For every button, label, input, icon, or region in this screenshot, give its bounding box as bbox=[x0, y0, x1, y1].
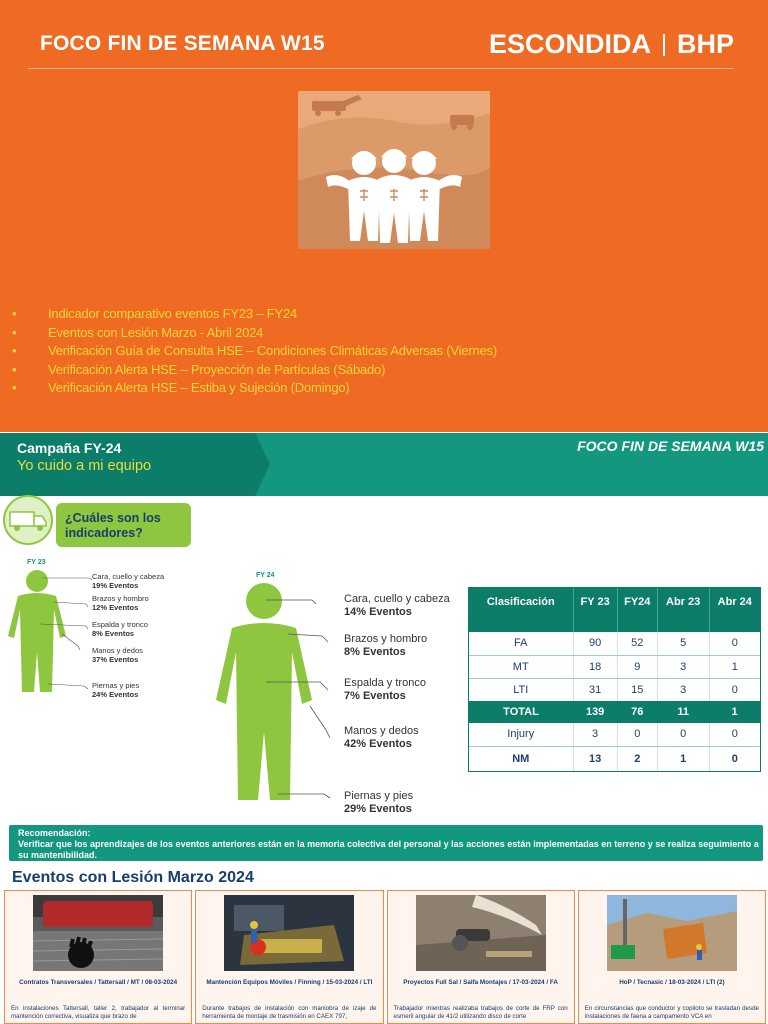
cover-title: FOCO FIN DE SEMANA W15 bbox=[40, 32, 325, 55]
recommendation-title: Recomendación: bbox=[18, 828, 91, 838]
fy24-part-face: Cara, cuello y cabeza 14% Eventos bbox=[344, 593, 450, 618]
campaign-subtitle: Yo cuido a mi equipo bbox=[17, 458, 152, 474]
fy23-part-arms: Brazos y hombro 12% Eventos bbox=[92, 594, 149, 612]
event-card-title: Proyectos Full Sal / Salfa Montajes / 17-03-2024 / FA bbox=[403, 979, 558, 986]
table-cell: 0 bbox=[709, 632, 760, 655]
event-card bbox=[195, 890, 383, 1024]
agenda-item: • Eventos con Lesión Marzo - Abril 2024 bbox=[12, 324, 497, 343]
table-header: FY 23 bbox=[573, 588, 617, 632]
events-section-title: Eventos con Lesión Marzo 2024 bbox=[12, 869, 254, 886]
brand-logo bbox=[489, 29, 734, 60]
table-total-row bbox=[469, 701, 760, 723]
table-cell: 31 bbox=[573, 678, 617, 701]
agenda-item: • Verificación Guía de Consulta HSE – Condiciones Climáticas Adversas (Viernes) bbox=[12, 342, 497, 361]
table-header-row bbox=[469, 588, 760, 632]
table-row bbox=[469, 632, 760, 655]
event-card-title: Contratos Transversales / Tattersall / MT / 08-03-2024 bbox=[19, 979, 178, 986]
table-row bbox=[469, 746, 760, 771]
table-cell: 0 bbox=[709, 678, 760, 701]
event-photo-3 bbox=[388, 895, 574, 971]
table-header: Abr 23 bbox=[657, 588, 709, 632]
table-cell: 13 bbox=[573, 746, 617, 771]
cover-slide bbox=[0, 0, 768, 432]
team-illustration-icon bbox=[298, 91, 490, 249]
table-header: Abr 24 bbox=[709, 588, 760, 632]
table-cell: 1 bbox=[709, 655, 760, 678]
event-card-text: Durante trabajos de instalación con maniobra de izaje de herramienta de montaje de trasmisión en CAEX 797, bbox=[202, 1005, 377, 1020]
brand-escondida: ESCONDIDA bbox=[488, 29, 651, 59]
fy23-body-figure bbox=[4, 568, 94, 692]
event-cards bbox=[4, 890, 766, 1024]
fy23-part-legs: Piernas y pies 24% Eventos bbox=[92, 681, 140, 699]
event-photo-4 bbox=[579, 895, 765, 971]
event-card-text: En instalaciones Tattersall, taller 2, trabajador al terminar mantención correctiva, visualiza que brazo de bbox=[11, 1005, 186, 1020]
table-cell: 18 bbox=[573, 655, 617, 678]
fy24-part-legs: Piernas y pies 29% Eventos bbox=[344, 790, 414, 815]
table-cell: NM bbox=[512, 752, 530, 765]
table-cell: 0 bbox=[657, 723, 709, 746]
table-cell: Injury bbox=[469, 723, 573, 746]
table-cell: MT bbox=[469, 655, 573, 678]
brand-bhp: BHP bbox=[676, 29, 734, 59]
table-cell: 3 bbox=[657, 655, 709, 678]
table-cell: FA bbox=[469, 632, 573, 655]
recommendation-box bbox=[9, 825, 763, 861]
table-cell: 15 bbox=[617, 678, 657, 701]
table-header: Clasificación bbox=[469, 588, 573, 632]
table-cell: 76 bbox=[617, 701, 657, 723]
event-card-title: Mantención Equipos Móviles / Finning / 15-03-2024 / LTI bbox=[206, 979, 373, 986]
events-classification-table bbox=[469, 588, 760, 771]
event-card-text: En circunstancias que conductor y copiloto se trasladan desde instalaciones de faena a campamento VCA en bbox=[584, 1005, 759, 1020]
table-cell: 9 bbox=[617, 655, 657, 678]
table-row bbox=[469, 655, 760, 678]
fy24-part-hands: Manos y dedos 42% Eventos bbox=[344, 725, 419, 750]
table-cell: LTI bbox=[513, 683, 529, 696]
event-card bbox=[4, 890, 192, 1024]
agenda-item: • Verificación Alerta HSE – Proyección de Partículas (Sábado) bbox=[12, 361, 497, 380]
event-card bbox=[578, 890, 766, 1024]
fy24-part-back: Espalda y tronco 7% Eventos bbox=[344, 677, 426, 702]
event-card-text: Trabajador mientras realizaba trabajos de corte de FRP con esmeril angular de 41/2 utilizando disco de corte bbox=[393, 1005, 568, 1020]
recommendation-text: Verificar que los aprendizajes de los eventos anteriores están en la memoria colectiva del personal y las acciones están implementadas en terreno y se realiza seguimiento a su mantenibilidad. bbox=[18, 839, 759, 860]
table-cell: 0 bbox=[709, 746, 760, 771]
table-cell: 3 bbox=[657, 678, 709, 701]
table-cell: 11 bbox=[657, 701, 709, 723]
banner-right-title: FOCO FIN DE SEMANA W15 bbox=[577, 438, 764, 454]
fy23-part-back: Espalda y tronco 8% Eventos bbox=[92, 620, 148, 638]
table-header: FY24 bbox=[617, 588, 657, 632]
table-row bbox=[469, 678, 760, 701]
table-cell: 90 bbox=[573, 632, 617, 655]
table-cell: 0 bbox=[617, 723, 657, 746]
campaign-title: Campaña FY-24 bbox=[17, 440, 122, 456]
fy23-part-hands: Manos y dedos 37% Eventos bbox=[92, 646, 143, 664]
table-cell: 3 bbox=[573, 723, 617, 746]
event-card bbox=[387, 890, 575, 1024]
brand-separator bbox=[663, 34, 665, 56]
event-photo-1 bbox=[5, 895, 191, 971]
vehicle-photo-icon bbox=[33, 895, 163, 971]
fy23-label: FY 23 bbox=[27, 559, 46, 566]
cover-divider bbox=[28, 68, 734, 69]
truck-indicator-icon bbox=[2, 494, 54, 546]
table-cell: 0 bbox=[709, 723, 760, 746]
table-row bbox=[469, 723, 760, 746]
table-cell: 139 bbox=[573, 701, 617, 723]
fy24-body-figure bbox=[214, 582, 344, 804]
table-cell: 1 bbox=[657, 746, 709, 771]
agenda-item: • Indicador comparativo eventos FY23 – FY24 bbox=[12, 305, 497, 324]
agenda-list bbox=[12, 305, 497, 398]
table-cell: 1 bbox=[709, 701, 760, 723]
workshop-photo-icon bbox=[224, 895, 354, 971]
fy23-part-face: Cara, cuello y cabeza 19% Eventos bbox=[92, 572, 165, 590]
fy24-part-arms: Brazos y hombro 8% Eventos bbox=[344, 633, 428, 658]
table-cell: 5 bbox=[657, 632, 709, 655]
indicators-callout: ¿Cuáles son los indicadores? bbox=[56, 503, 191, 547]
grinder-photo-icon bbox=[416, 895, 546, 971]
table-cell: 52 bbox=[617, 632, 657, 655]
table-cell: 2 bbox=[617, 746, 657, 771]
event-photo-2 bbox=[196, 895, 382, 971]
event-card-title: HoP / Tecnasic / 18-03-2024 / LTI (2) bbox=[619, 979, 725, 986]
overturned-truck-photo-icon bbox=[607, 895, 737, 971]
agenda-item: • Verificación Alerta HSE – Estiba y Sujeción (Domingo) bbox=[12, 379, 497, 398]
fy24-label: FY 24 bbox=[256, 572, 275, 579]
table-cell: TOTAL bbox=[469, 701, 573, 723]
